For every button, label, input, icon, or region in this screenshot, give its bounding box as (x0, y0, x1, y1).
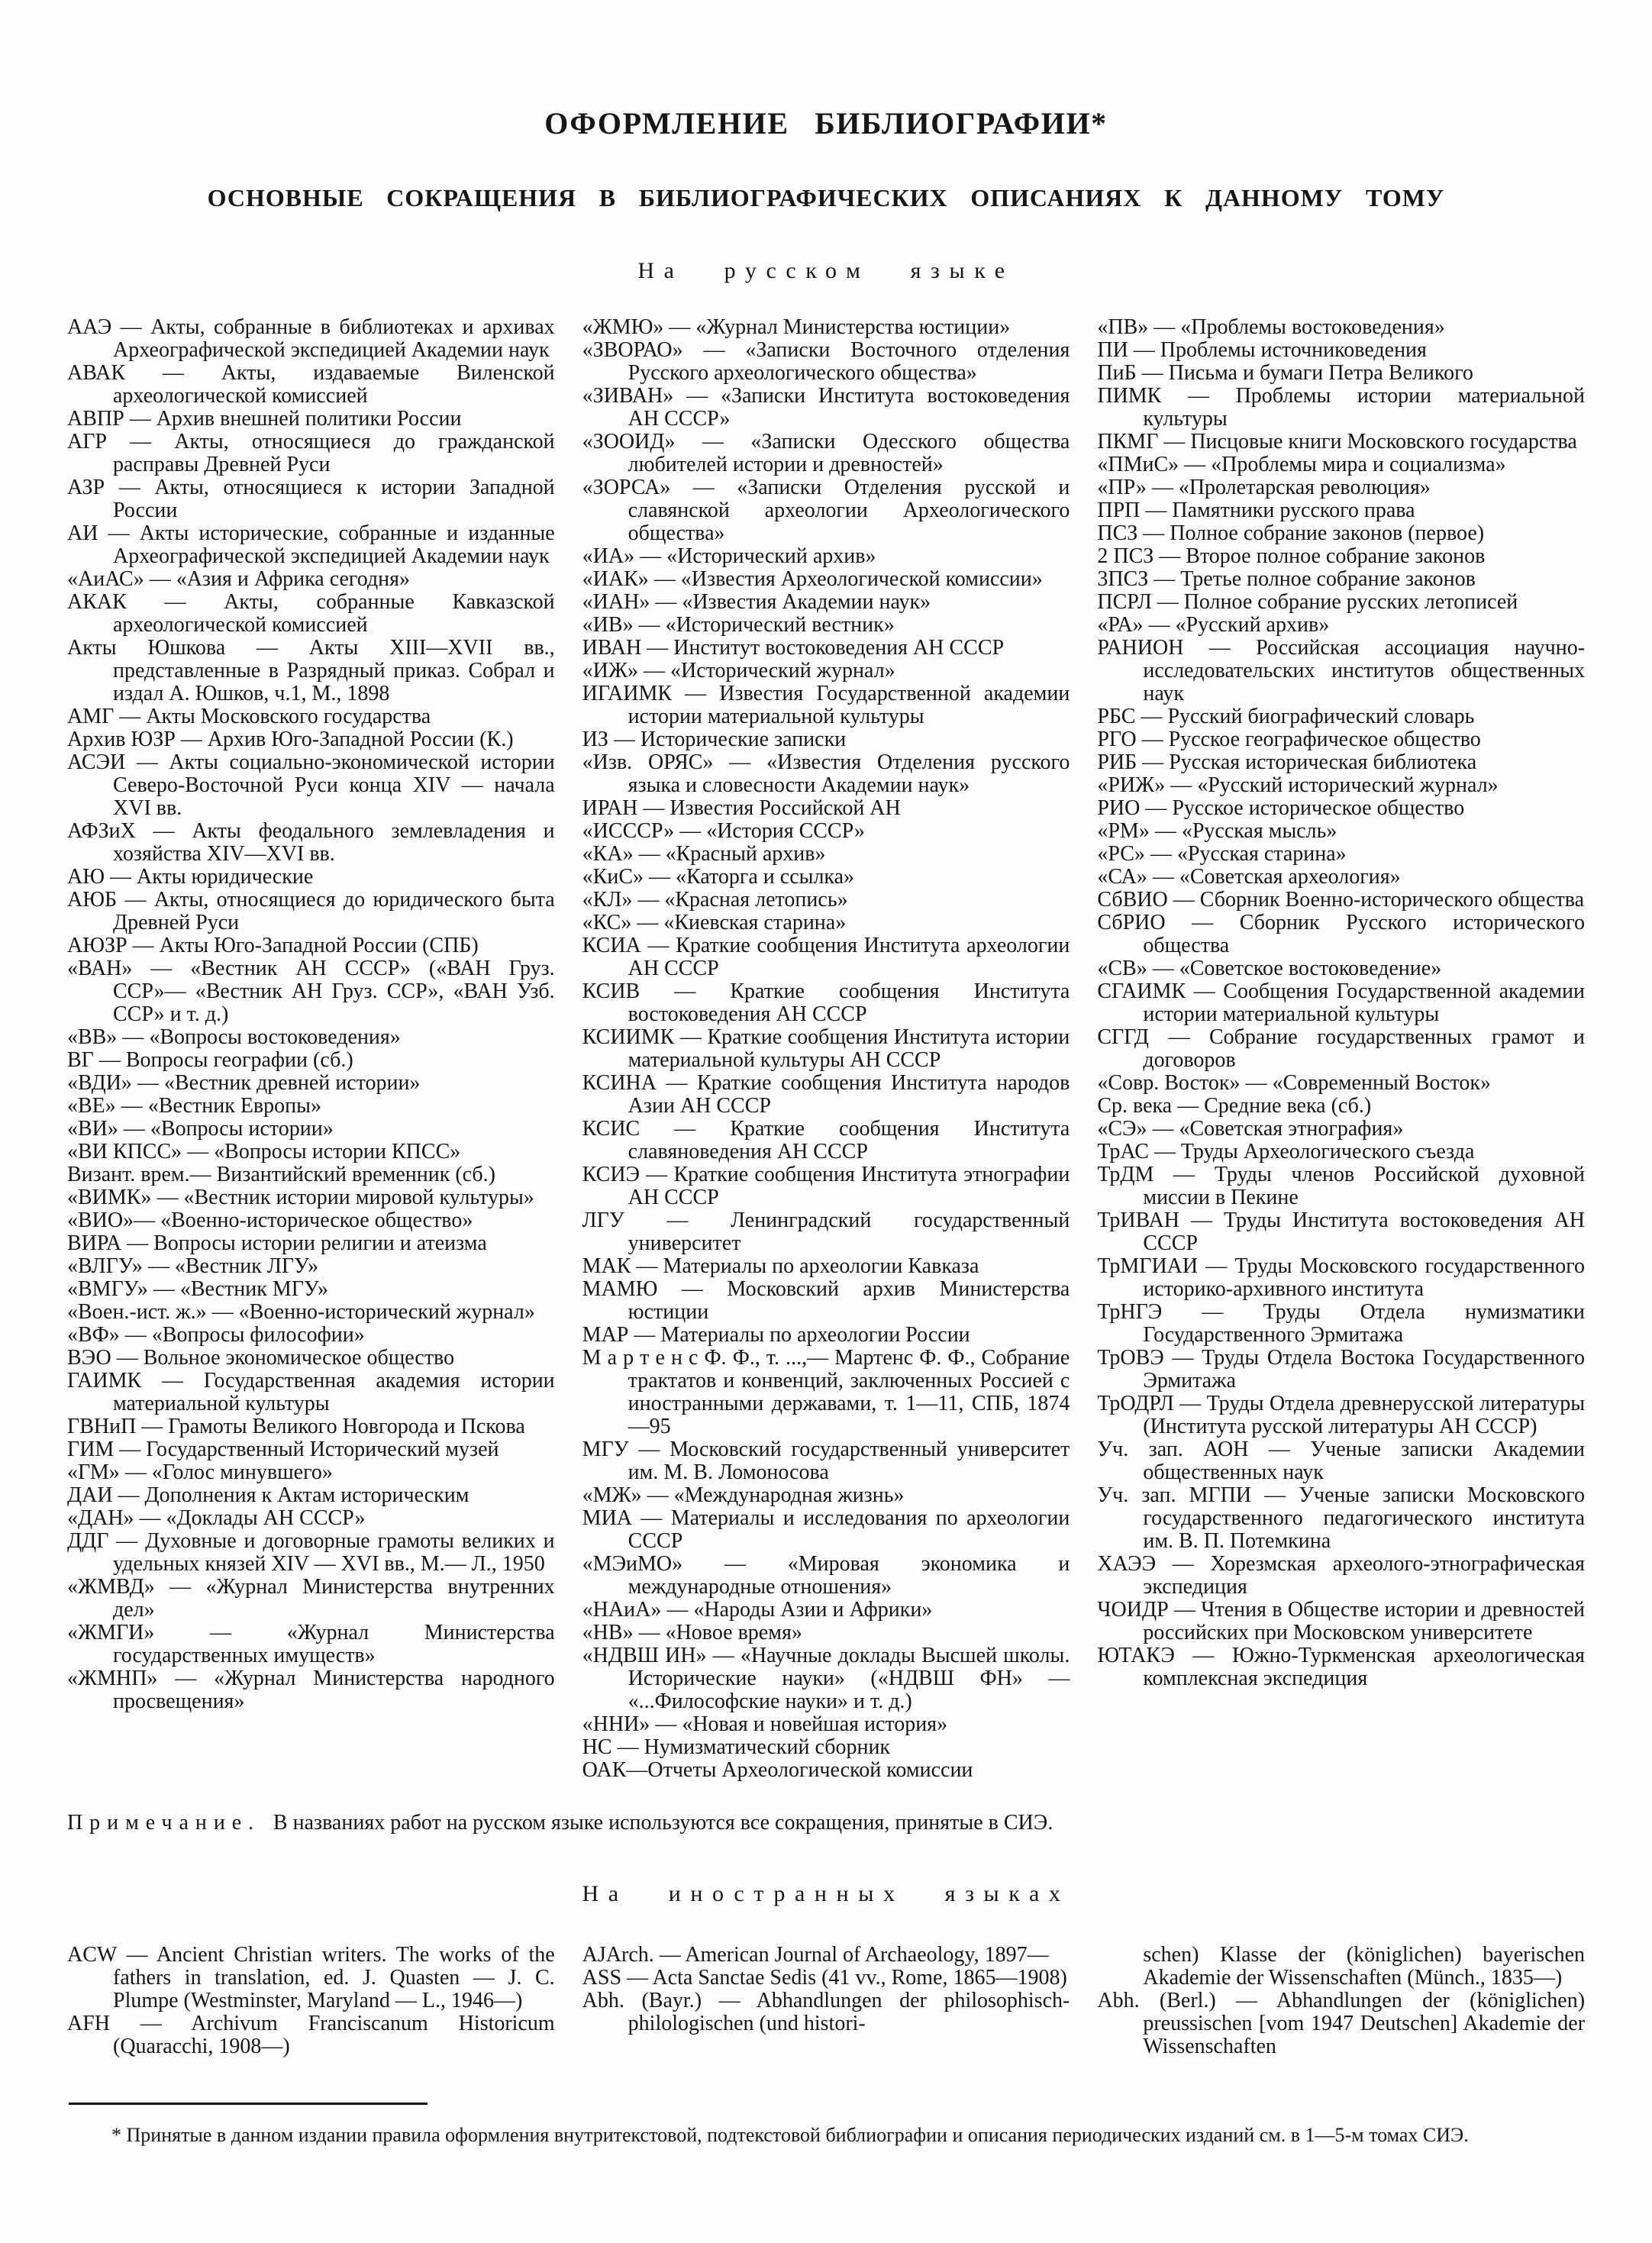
abbreviation-entry: РИБ — Русская историческая библиотека (1097, 750, 1477, 774)
abbreviation-entry: «ННИ» — «Новая и новейшая история» (582, 1712, 948, 1736)
abbreviation-entry: ХАЭЭ — Хорезмская археолого-этнографическая экспедиция (1097, 1552, 1586, 1599)
abbreviation-entry: ТрАС — Труды Археологического съезда (1097, 1140, 1475, 1163)
abbreviation-entry: «СВ» — «Советское востоковедение» (1097, 957, 1442, 980)
abbreviation-entry: ВГ — Вопросы географии (сб.) (67, 1048, 353, 1072)
abbreviation-entry: АЮ — Акты юридические (67, 865, 314, 889)
abbreviation-entry: ДДГ — Духовные и договорные грамоты великих и удельных князей XIV — XVI вв., М.— Л., 1950 (67, 1529, 555, 1576)
abbreviation-entry: РГО — Русское географическое общество (1097, 728, 1481, 751)
abbreviation-entry: «ЗВОРАО» — «Записки Восточного отделения Русского археологического общества» (582, 338, 1070, 385)
abbreviation-entry: «Воен.-ист. ж.» — «Военно-исторический журнал» (67, 1300, 535, 1324)
abbreviation-entry: «ЗООИД» — «Записки Одесского общества любителей истории и древностей» (582, 430, 1070, 476)
note-text: В названиях работ на русском языке используются все сокращения, принятые в СИЭ. (273, 1811, 1053, 1835)
abbreviation-entry: МГУ — Московский государственный университет им. М. В. Ломоносова (582, 1438, 1070, 1484)
abbreviation-entry: АФЗиХ — Акты феодального землевладения и хозяйства XIV—XVI вв. (67, 819, 555, 866)
abbreviation-entry: «Совр. Восток» — «Современный Восток» (1097, 1071, 1492, 1095)
abbreviation-entry: «НАиА» — «Народы Азии и Африки» (582, 1598, 933, 1622)
foreign-column-2 (582, 1944, 1070, 2058)
abbreviation-entry: «ЗОРСА» — «Записки Отделения русской и славянской археологии Археологического общества» (582, 476, 1070, 545)
abbreviation-entry: «РС» — «Русская старина» (1097, 842, 1347, 866)
abbreviation-entry: «ЖМГИ» — «Журнал Министерства государственных имуществ» (67, 1621, 555, 1667)
abbreviation-entry: Ср. века — Средние века (сб.) (1097, 1094, 1372, 1118)
abbreviation-entry: КСИНА — Краткие сообщения Института народов Азии АН СССР (582, 1071, 1070, 1118)
abbreviation-entry: «ВАН» — «Вестник АН СССР» («ВАН Груз. ССР»— «Вестник АН Груз. ССР», «ВАН Узб. ССР» и т. д.) (67, 957, 555, 1026)
abbreviation-entry: АМГ — Акты Московского государства (67, 705, 431, 728)
abbreviation-entry: «ДАН» — «Доклады АН СССР» (67, 1506, 366, 1530)
abbreviation-entry: СбВИО — Сборник Военно-исторического общества (1097, 888, 1585, 912)
abbreviation-entry: ТрОДРЛ — Труды Отдела древнерусской литературы (Института русской литературы АН СССР) (1097, 1392, 1586, 1438)
abbreviation-entry: РАНИОН — Российская ассоциация научно-исследовательских институтов общественных наук (1097, 636, 1586, 705)
abbreviation-entry: АВАК — Акты, издаваемые Виленской археологической комиссией (67, 361, 555, 408)
abbreviation-entry: schen) Klasse der (königlichen) bayerischen Akademie der Wissenschaften (Münch., 1835—) (1143, 1943, 1586, 1990)
abbreviation-entry: «НВ» — «Новое время» (582, 1621, 802, 1644)
abbreviation-entry: РБС — Русский биографический словарь (1097, 705, 1475, 728)
abbreviation-entry: ААЭ — Акты, собранные в библиотеках и архивах Археографической экспедицией Академии наук (67, 315, 555, 362)
abbreviation-entry: ГАИМК — Государственная академия истории материальной культуры (67, 1369, 555, 1415)
abbreviation-entry: «ЗИВАН» — «Записки Института востоковедения АН СССР» (582, 384, 1070, 431)
abbreviation-entry: «ИА» — «Исторический архив» (582, 544, 876, 568)
page-subtitle: ОСНОВНЫЕ СОКРАЩЕНИЯ В БИБЛИОГРАФИЧЕСКИХ ОПИСАНИЯХ К ДАННОМУ ТОМУ (207, 184, 1445, 211)
abbreviation-entry: Abh. (Berl.) — Abhandlungen der (königlichen) preussischen [vom 1947 Deutschen] Akademie der Wissenschaften (1097, 1989, 1586, 2058)
abbreviation-entry: ВИРА — Вопросы истории религии и атеизма (67, 1231, 487, 1255)
abbreviation-entry: КСИС — Краткие сообщения Института славяноведения АН СССР (582, 1117, 1070, 1163)
section-heading-russian: На русском языке (637, 258, 1015, 283)
abbreviation-entry: ПСРЛ — Полное собрание русских летописей (1097, 590, 1518, 614)
abbreviation-entry: МАР — Материалы по археологии России (582, 1323, 970, 1347)
abbreviation-entry: КСИИМК — Краткие сообщения Института истории материальной культуры АН СССР (582, 1025, 1070, 1072)
abbreviation-entry: «КС» — «Киевская старина» (582, 911, 847, 934)
abbreviation-entry: «СА» — «Советская археология» (1097, 865, 1401, 889)
abbreviation-entry: «ЖМЮ» — «Журнал Министерства юстиции» (582, 315, 1011, 339)
abbreviation-entry: «ВЕ» — «Вестник Европы» (67, 1094, 321, 1118)
abbreviation-entry: М а р т е н с Ф. Ф., т. ...,— Мартенс Ф. Ф., Собрание трактатов и конвенций, заключенных Россией с иностранными державами, т. 1—11, СПБ, 1874—95 (582, 1346, 1070, 1438)
abbreviation-entry: НС — Нумизматический сборник (582, 1735, 891, 1759)
abbreviation-entry: «ЖМНП» — «Журнал Министерства народного просвещения» (67, 1667, 555, 1713)
note-label: Примечание. (67, 1811, 261, 1835)
abbreviation-entry: КСИА — Краткие сообщения Института археологии АН СССР (582, 934, 1070, 980)
abbreviation-entry: ОАК—Отчеты Археологической комиссии (582, 1758, 973, 1782)
abbreviation-entry: «ИВ» — «Исторический вестник» (582, 613, 895, 637)
abbreviation-entry: «КА» — «Красный архив» (582, 842, 826, 866)
abbreviation-entry: ПИ — Проблемы источниковедения (1097, 338, 1427, 362)
abbreviation-entry: МИА — Материалы и исследования по археологии СССР (582, 1506, 1070, 1553)
abbreviation-entry: «КиС» — «Каторга и ссылка» (582, 865, 855, 889)
abbreviation-entry: ТрОВЭ — Труды Отдела Востока Государственного Эрмитажа (1097, 1346, 1586, 1393)
section-heading-foreign: На иностранных языках (582, 1881, 1070, 1906)
abbreviation-entry: Архив ЮЗР — Архив Юго-Западной России (К.) (67, 728, 514, 751)
abbreviation-entry: «ВИ» — «Вопросы истории» (67, 1117, 334, 1141)
abbreviation-entry: AFH — Archivum Franciscanum Historicum (Quaracchi, 1908—) (67, 2012, 555, 2058)
abbreviation-entry: «НДВШ ИН» — «Научные доклады Высшей школы. Исторические науки» («НДВШ ФН» — «...Философские науки» и т. д.) (582, 1644, 1070, 1713)
abbreviation-entry: МАК — Материалы по археологии Кавказа (582, 1254, 979, 1278)
abbreviation-entry: Визант. врем.— Византийский временник (сб.) (67, 1163, 495, 1186)
abbreviation-entry: «АиАС» — «Азия и Африка сегодня» (67, 567, 411, 591)
foreign-column-3 (1097, 1944, 1585, 2058)
abbreviation-entry: «ИСССР» — «История СССР» (582, 819, 865, 843)
abbreviation-entry: РИО — Русское историческое общество (1097, 796, 1465, 820)
abbreviation-entry: «ИЖ» — «Исторический журнал» (582, 659, 895, 683)
page-title: ОФОРМЛЕНИЕ БИБЛИОГРАФИИ* (544, 106, 1108, 140)
abbreviation-entry: АВПР — Архив внешней политики России (67, 407, 462, 431)
abbreviation-entry: Акты Юшкова — Акты XIII—XVII вв., представленные в Разрядный приказ. Собрал и издал А. Юшков, ч.1, М., 1898 (67, 636, 555, 705)
abbreviation-entry: КСИЭ — Краткие сообщения Института этнографии АН СССР (582, 1163, 1070, 1209)
russian-column-1 (67, 316, 555, 1782)
abbreviation-entry: 3ПСЗ — Третье полное собрание законов (1097, 567, 1476, 591)
abbreviation-entry: ИВАН — Институт востоковедения АН СССР (582, 636, 1005, 660)
abbreviation-entry: АИ — Акты исторические, собранные и изданные Археографической экспедицией Академии наук (67, 521, 555, 568)
abbreviation-entry: КСИВ — Краткие сообщения Института востоковедения АН СССР (582, 979, 1070, 1026)
abbreviation-entry: «ПР» — «Пролетарская революция» (1097, 476, 1431, 499)
abbreviation-entry: ГИМ — Государственный Исторический музей (67, 1438, 499, 1461)
abbreviation-entry: «ГМ» — «Голос минувшего» (67, 1460, 333, 1484)
abbreviation-entry: СбРИО — Сборник Русского исторического общества (1097, 911, 1586, 957)
abbreviation-entry: Уч. зап. МГПИ — Ученые записки Московского государственного педагогического института им. В. П. Потемкина (1097, 1483, 1586, 1553)
abbreviation-entry: АГР — Акты, относящиеся до гражданской расправы Древней Руси (67, 430, 555, 476)
abbreviation-entry: СГГД — Собрание государственных грамот и договоров (1097, 1025, 1586, 1072)
abbreviation-entry: ПиБ — Письма и бумаги Петра Великого (1097, 361, 1473, 385)
abbreviation-entry: ДАИ — Дополнения к Актам историческим (67, 1483, 469, 1507)
abbreviation-entry: «ВМГУ» — «Вестник МГУ» (67, 1277, 329, 1301)
abbreviation-entry: Уч. зап. АОН — Ученые записки Академии общественных наук (1097, 1438, 1586, 1484)
foreign-column-1 (67, 1944, 555, 2058)
abbreviation-entry: «РМ» — «Русская мысль» (1097, 819, 1337, 843)
abbreviation-entry: «РИЖ» — «Русский исторический журнал» (1097, 773, 1499, 797)
abbreviation-entry: ЮТАКЭ — Южно-Туркменская археологическая комплексная экспедиция (1097, 1644, 1586, 1690)
abbreviation-entry: ТрНГЭ — Труды Отдела нумизматики Государственного Эрмитажа (1097, 1300, 1586, 1347)
abbreviation-entry: «Изв. ОРЯС» — «Известия Отделения русского языка и словесности Академии наук» (582, 750, 1070, 797)
russian-column-2 (582, 316, 1070, 1782)
russian-abbreviation-columns (67, 316, 1585, 1782)
abbreviation-entry: ЛГУ — Ленинградский государственный университет (582, 1209, 1070, 1255)
abbreviation-entry: «ИАН» — «Известия Академии наук» (582, 590, 931, 614)
abbreviation-entry: 2 ПСЗ — Второе полное собрание законов (1097, 544, 1486, 568)
abbreviation-entry: «ВФ» — «Вопросы философии» (67, 1323, 365, 1347)
abbreviation-entry: ПИМК — Проблемы истории материальной культуры (1097, 384, 1586, 431)
abbreviation-entry: «ВВ» — «Вопросы востоковедения» (67, 1025, 401, 1049)
abbreviation-entry: ИЗ — Исторические записки (582, 728, 847, 751)
russian-column-3 (1097, 316, 1585, 1782)
abbreviation-entry: «ВИ КПСС» — «Вопросы истории КПСС» (67, 1140, 461, 1163)
abbreviation-entry: ПСЗ — Полное собрание законов (первое) (1097, 521, 1485, 545)
abbreviation-entry: АЗР — Акты, относящиеся к истории Западной России (67, 476, 555, 522)
abbreviation-entry: ПКМГ — Писцовые книги Московского государства (1097, 430, 1577, 453)
abbreviation-entry: АЮЗР — Акты Юго-Западной России (СПБ) (67, 934, 479, 957)
abbreviation-entry: AJArch. — American Journal of Archaeology, 1897— (582, 1943, 1049, 1967)
foreign-abbreviation-columns (67, 1944, 1585, 2058)
abbreviation-entry: «СЭ» — «Советская этнография» (1097, 1117, 1404, 1141)
abbreviation-entry: СГАИМК — Сообщения Государственной академии истории материальной культуры (1097, 979, 1586, 1026)
abbreviation-entry: ИРАН — Известия Российской АН (582, 796, 901, 820)
footnote-divider (69, 2103, 428, 2105)
abbreviation-entry: «ЖМВД» — «Журнал Министерства внутренних дел» (67, 1575, 555, 1622)
abbreviation-entry: ИГАИМК — Известия Государственной академии истории материальной культуры (582, 682, 1070, 728)
abbreviation-entry: ПРП — Памятники русского права (1097, 499, 1415, 522)
abbreviation-entry: «ВДИ» — «Вестник древней истории» (67, 1071, 421, 1095)
abbreviation-entry: «ВИМК» — «Вестник истории мировой культуры» (67, 1186, 534, 1209)
abbreviation-entry: «ИАК» — «Известия Археологической комиссии» (582, 567, 1043, 591)
abbreviation-entry: «КЛ» — «Красная летопись» (582, 888, 848, 912)
abbreviation-entry: ГВНиП — Грамоты Великого Новгорода и Пскова (67, 1415, 525, 1438)
abbreviation-entry: «ВИО»— «Военно-историческое общество» (67, 1209, 473, 1232)
abbreviation-entry: «ПМиС» — «Проблемы мира и социализма» (1097, 453, 1506, 476)
abbreviation-entry: «МЭиМО» — «Мировая экономика и международные отношения» (582, 1552, 1070, 1599)
abbreviation-entry: «РА» — «Русский архив» (1097, 613, 1330, 637)
abbreviation-entry: ЧОИДР — Чтения в Обществе истории и древностей российских при Московском университете (1097, 1598, 1586, 1644)
abbreviation-entry: ТрИВАН — Труды Института востоковедения АН СССР (1097, 1209, 1586, 1255)
abbreviation-entry: АКАК — Акты, собранные Кавказской археологической комиссией (67, 590, 555, 637)
abbreviation-entry: АСЭИ — Акты социально-экономической истории Северо-Восточной Руси конца XIV — начала XVI вв. (67, 750, 555, 820)
abbreviation-entry: ТрМГИАИ — Труды Московского государственного историко-архивного института (1097, 1254, 1586, 1301)
abbreviation-entry: АЮБ — Акты, относящиеся до юридического быта Древней Руси (67, 888, 555, 934)
abbreviation-entry: «ПВ» — «Проблемы востоковедения» (1097, 315, 1445, 339)
abbreviation-entry: Abh. (Bayr.) — Abhandlungen der philosophisch-philologischen (und histori- (582, 1989, 1070, 2035)
abbreviation-entry: ASS — Acta Sanctae Sedis (41 vv., Rome, 1865—1908) (582, 1966, 1067, 1990)
note-paragraph (67, 1811, 1585, 1835)
abbreviation-entry: «ВЛГУ» — «Вестник ЛГУ» (67, 1254, 319, 1278)
abbreviation-entry: ВЭО — Вольное экономическое общество (67, 1346, 455, 1370)
footnote-block (67, 2103, 1585, 2147)
abbreviation-entry: ТрДМ — Труды членов Российской духовной миссии в Пекине (1097, 1163, 1586, 1209)
abbreviation-entry: «МЖ» — «Международная жизнь» (582, 1483, 905, 1507)
abbreviation-entry: ACW — Ancient Christian writers. The works of the fathers in translation, ed. J. Quasten — J. C. Plumpe (Westminster, Maryland — L., 1946—) (67, 1943, 555, 2012)
abbreviation-entry: МАМЮ — Московский архив Министерства юстиции (582, 1277, 1070, 1324)
footnote-text: * Принятые в данном издании правила оформления внутритекстовой, подтекстовой библиографии и описания периодических изданий см. в 1—5-м томах СИЭ. (111, 2124, 1469, 2146)
